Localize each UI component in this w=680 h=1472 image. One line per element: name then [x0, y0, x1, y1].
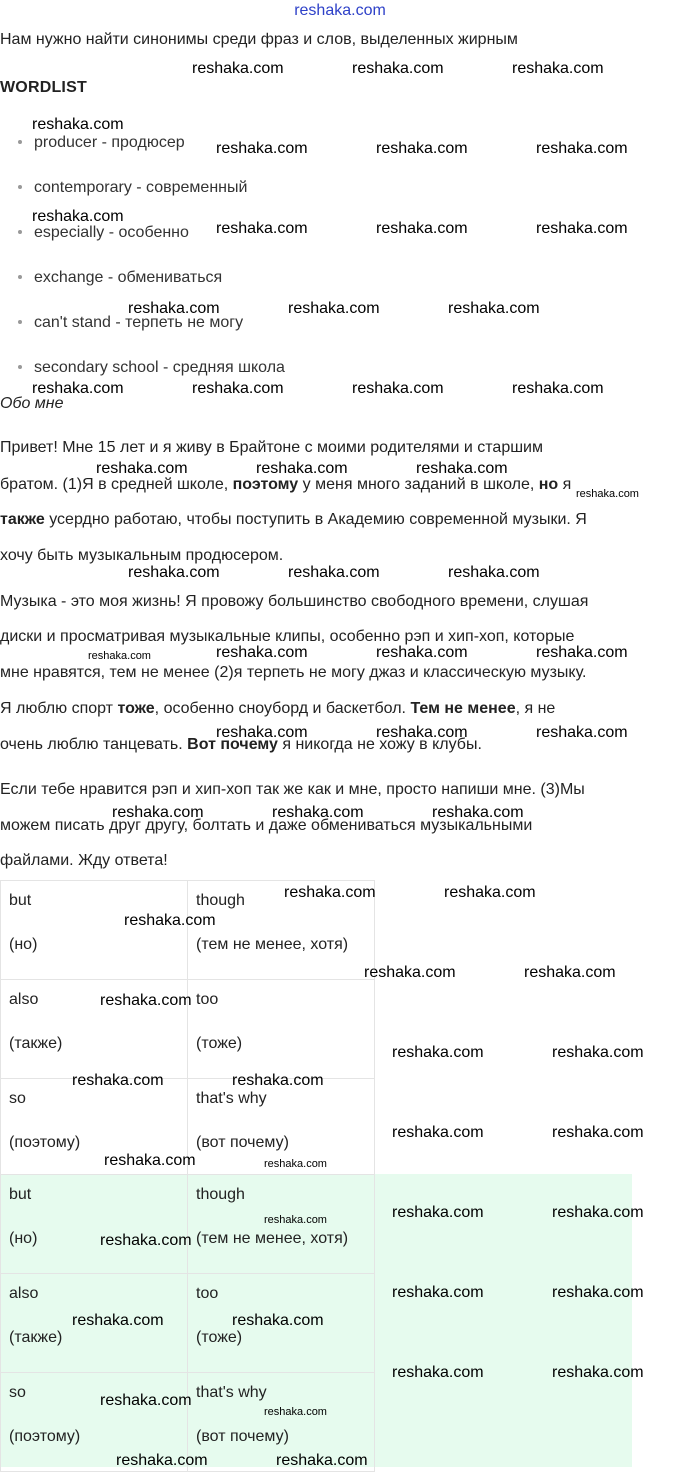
watermark-text: reshaka.com [128, 564, 220, 581]
watermark-text: reshaka.com [100, 1392, 192, 1409]
watermark-text: reshaka.com [288, 564, 380, 581]
intro-text: Нам нужно найти синонимы среди фраз и слов, выделенных жирным [0, 31, 518, 48]
watermark-text: reshaka.com [512, 60, 604, 77]
bullet-icon [18, 185, 22, 189]
watermark-text: reshaka.com [112, 804, 204, 821]
watermark-text: reshaka.com [276, 1452, 368, 1469]
watermark-text: reshaka.com [232, 1072, 324, 1089]
paragraph-line: можем писать друг другу, болтать и даже обмениваться музыкальными [0, 817, 533, 834]
watermark-text: reshaka.com [284, 884, 376, 901]
watermark-text: reshaka.com [32, 116, 124, 133]
watermark-text: reshaka.com [576, 488, 639, 500]
about-heading: Обо мне [0, 395, 64, 412]
watermark-text: reshaka.com [216, 724, 308, 741]
watermark-text: reshaka.com [192, 60, 284, 77]
watermark-text: reshaka.com [72, 1312, 164, 1329]
watermark-text: reshaka.com [288, 300, 380, 317]
table-cell: so (поэтому) [1, 1079, 188, 1178]
wordlist-item: secondary school - средняя школа [18, 359, 285, 377]
watermark-text: reshaka.com [216, 220, 308, 237]
bullet-icon [18, 320, 22, 324]
watermark-text: reshaka.com [272, 804, 364, 821]
paragraph-line: Привет! Мне 15 лет и я живу в Брайтоне с моими родителями и старшим [0, 439, 543, 456]
table-cell: that's why (вот почему) [188, 1373, 375, 1472]
bold-word: также [0, 511, 45, 528]
paragraph-line: хочу быть музыкальным продюсером. [0, 547, 284, 564]
bold-word: Тем не менее [410, 700, 516, 717]
paragraph-line: братом. (1)Я в средней школе, поэтому у меня много заданий в школе, но я [0, 476, 572, 493]
watermark-text: reshaka.com [264, 1406, 327, 1418]
paragraph-line: очень люблю танцевать. Вот почему я никогда не хожу в клубы. [0, 736, 482, 753]
table-cell: also (также) [1, 980, 188, 1079]
watermark-text: reshaka.com [448, 300, 540, 317]
wordlist-item: contemporary - современный [18, 179, 247, 197]
watermark-text: reshaka.com [100, 992, 192, 1009]
bullet-icon [18, 230, 22, 234]
table-cell: too (тоже) [188, 980, 375, 1079]
watermark-text: reshaka.com [444, 884, 536, 901]
watermark-text: reshaka.com [264, 1158, 327, 1170]
watermark-text: reshaka.com [352, 60, 444, 77]
bullet-icon [18, 275, 22, 279]
watermark-text: reshaka.com [232, 1312, 324, 1329]
wordlist-item: producer - продюсер [18, 134, 185, 152]
watermark-text: reshaka.com [100, 1232, 192, 1249]
table-cell: too (тоже) [188, 1274, 375, 1373]
watermark-text: reshaka.com [416, 460, 508, 477]
watermark-text: reshaka.com [128, 300, 220, 317]
watermark-text: reshaka.com [392, 1044, 484, 1061]
watermark-text: reshaka.com [392, 1124, 484, 1141]
watermark-text: reshaka.com [552, 1284, 644, 1301]
watermark-text: reshaka.com [536, 220, 628, 237]
bold-word: поэтому [232, 476, 299, 493]
watermark-text: reshaka.com [116, 1452, 208, 1469]
paragraph-line: диски и просматривая музыкальные клипы, особенно рэп и хип-хоп, которые [0, 628, 575, 645]
paragraph-line: Музыка - это моя жизнь! Я провожу большинство свободного времени, слушая [0, 593, 589, 610]
watermark-text: reshaka.com [536, 644, 628, 661]
bold-word: тоже [117, 700, 155, 717]
watermark-text: reshaka.com [256, 460, 348, 477]
bullet-icon [18, 140, 22, 144]
watermark-text: reshaka.com [392, 1364, 484, 1381]
watermark-text: reshaka.com [552, 1364, 644, 1381]
watermark-text: reshaka.com [352, 380, 444, 397]
watermark-text: reshaka.com [216, 140, 308, 157]
table-cell: also (также) [1, 1274, 188, 1373]
watermark-text: reshaka.com [192, 380, 284, 397]
wordlist-item: especially - особенно [18, 224, 189, 242]
watermark-text: reshaka.com [552, 1124, 644, 1141]
table-cell: though (тем не менее, хотя) [188, 881, 375, 980]
watermark-text: reshaka.com [536, 140, 628, 157]
paragraph-line: также усердно работаю, чтобы поступить в Академию современной музыки. Я [0, 511, 587, 528]
wordlist-title: WORDLIST [0, 79, 87, 96]
watermark-text: reshaka.com [32, 208, 124, 225]
bold-word: но [538, 476, 559, 493]
watermark-text: reshaka.com [552, 1044, 644, 1061]
watermark-text: reshaka.com [32, 380, 124, 397]
watermark-text: reshaka.com [524, 964, 616, 981]
table-cell: but (но) [1, 1175, 188, 1274]
bullet-icon [18, 365, 22, 369]
watermark-text: reshaka.com [88, 650, 151, 662]
watermark-text: reshaka.com [392, 1204, 484, 1221]
watermark-text: reshaka.com [448, 564, 540, 581]
watermark-text: reshaka.com [96, 460, 188, 477]
watermark-text: reshaka.com [364, 964, 456, 981]
table-cell: so (поэтому) [1, 1373, 188, 1472]
table-cell: that's why (вот почему) [188, 1079, 375, 1178]
wordlist-item: can't stand - терпеть не могу [18, 314, 243, 332]
paragraph-line: файлами. Жду ответа! [0, 852, 168, 869]
watermark-text: reshaka.com [376, 140, 468, 157]
watermark-text: reshaka.com [72, 1072, 164, 1089]
site-header-link[interactable]: reshaka.com [294, 2, 386, 19]
paragraph-line: Я люблю спорт тоже, особенно сноуборд и баскетбол. Тем не менее, я не [0, 700, 556, 717]
watermark-text: reshaka.com [552, 1204, 644, 1221]
watermark-text: reshaka.com [264, 1214, 327, 1226]
watermark-text: reshaka.com [104, 1152, 196, 1169]
table-cell: though (тем не менее, хотя) [188, 1175, 375, 1274]
table-cell: but (но) [1, 881, 188, 980]
watermark-text: reshaka.com [432, 804, 524, 821]
bold-word: Вот почему [187, 736, 278, 753]
watermark-text: reshaka.com [376, 220, 468, 237]
wordlist-item: exchange - обмениваться [18, 269, 222, 287]
paragraph-line: Если тебе нравится рэп и хип-хоп так же как и мне, просто напиши мне. (3)Мы [0, 781, 585, 798]
watermark-text: reshaka.com [512, 380, 604, 397]
watermark-text: reshaka.com [216, 644, 308, 661]
watermark-text: reshaka.com [124, 912, 216, 929]
paragraph-line: мне нравятся, тем не менее (2)я терпеть не могу джаз и классическую музыку. [0, 664, 587, 681]
watermark-text: reshaka.com [376, 644, 468, 661]
watermark-text: reshaka.com [392, 1284, 484, 1301]
watermark-text: reshaka.com [376, 724, 468, 741]
watermark-text: reshaka.com [536, 724, 628, 741]
